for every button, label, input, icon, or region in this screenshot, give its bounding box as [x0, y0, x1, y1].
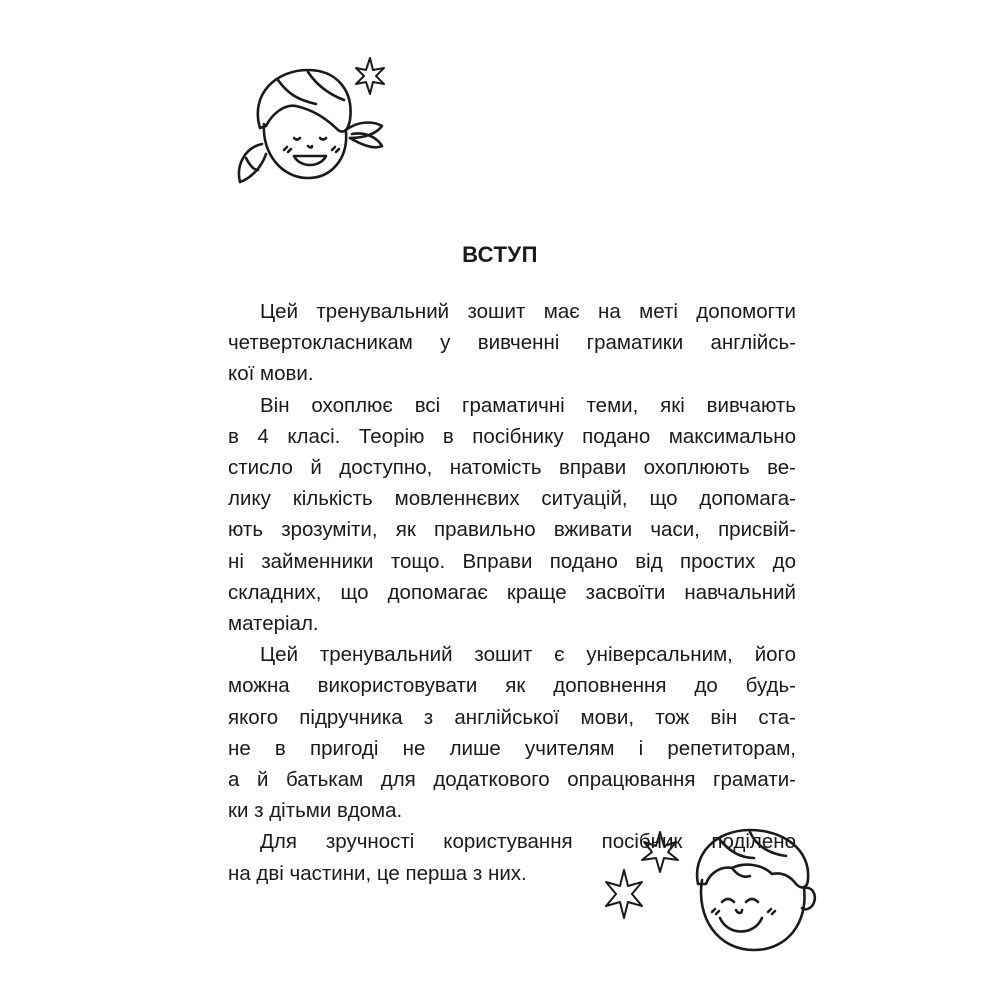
text-line: якого підручника з англійської мови, тож він ста-: [228, 705, 796, 729]
text-line: в 4 класі. Теорію в посібнику подано максимально: [228, 424, 796, 448]
text-line: матеріал.: [228, 612, 319, 636]
text-line: складних, що допомагає краще засвоїти навчальний: [228, 580, 796, 604]
intro-text: [228, 296, 796, 889]
text-line: можна використовувати як доповнення до будь-: [228, 674, 796, 698]
girl-face-icon: [232, 54, 392, 194]
text-line: Цей тренувальний зошит має на меті допомогти: [260, 300, 796, 323]
text-line: ють зрозуміти, як правильно вживати часи, присвій-: [228, 518, 796, 542]
text-line: ні займенники тощо. Вправи подано від простих до: [228, 549, 796, 573]
text-line: четвертокласникам у вивченні граматики англійсь-: [228, 331, 796, 355]
text-line: не в пригоді не лише учителям і репетиторам,: [228, 736, 796, 760]
text-line: лику кількість мовленнєвих ситуацій, що допомага-: [228, 487, 796, 511]
text-line: на дві частини, це перша з них.: [228, 861, 527, 885]
star-icon: [356, 58, 384, 94]
star-icon: [642, 832, 678, 872]
text-line: Цей тренувальний зошит є універсальним, його: [260, 643, 796, 667]
text-line: Для зручності користування посібник поділено: [260, 830, 796, 854]
text-line: а й батькам для додаткового опрацювання грамати-: [228, 768, 796, 792]
text-line: Він охоплює всі граматичні теми, які вивчають: [260, 393, 796, 417]
page-title: ВСТУП: [462, 242, 538, 267]
star-icon: [606, 870, 642, 918]
text-line: кої мови.: [228, 362, 314, 386]
text-line: ки з дітьми вдома.: [228, 799, 403, 823]
text-line: стисло й доступно, натомість вправи охоплюють ве-: [228, 456, 796, 480]
boy-face-icon: [594, 818, 834, 968]
